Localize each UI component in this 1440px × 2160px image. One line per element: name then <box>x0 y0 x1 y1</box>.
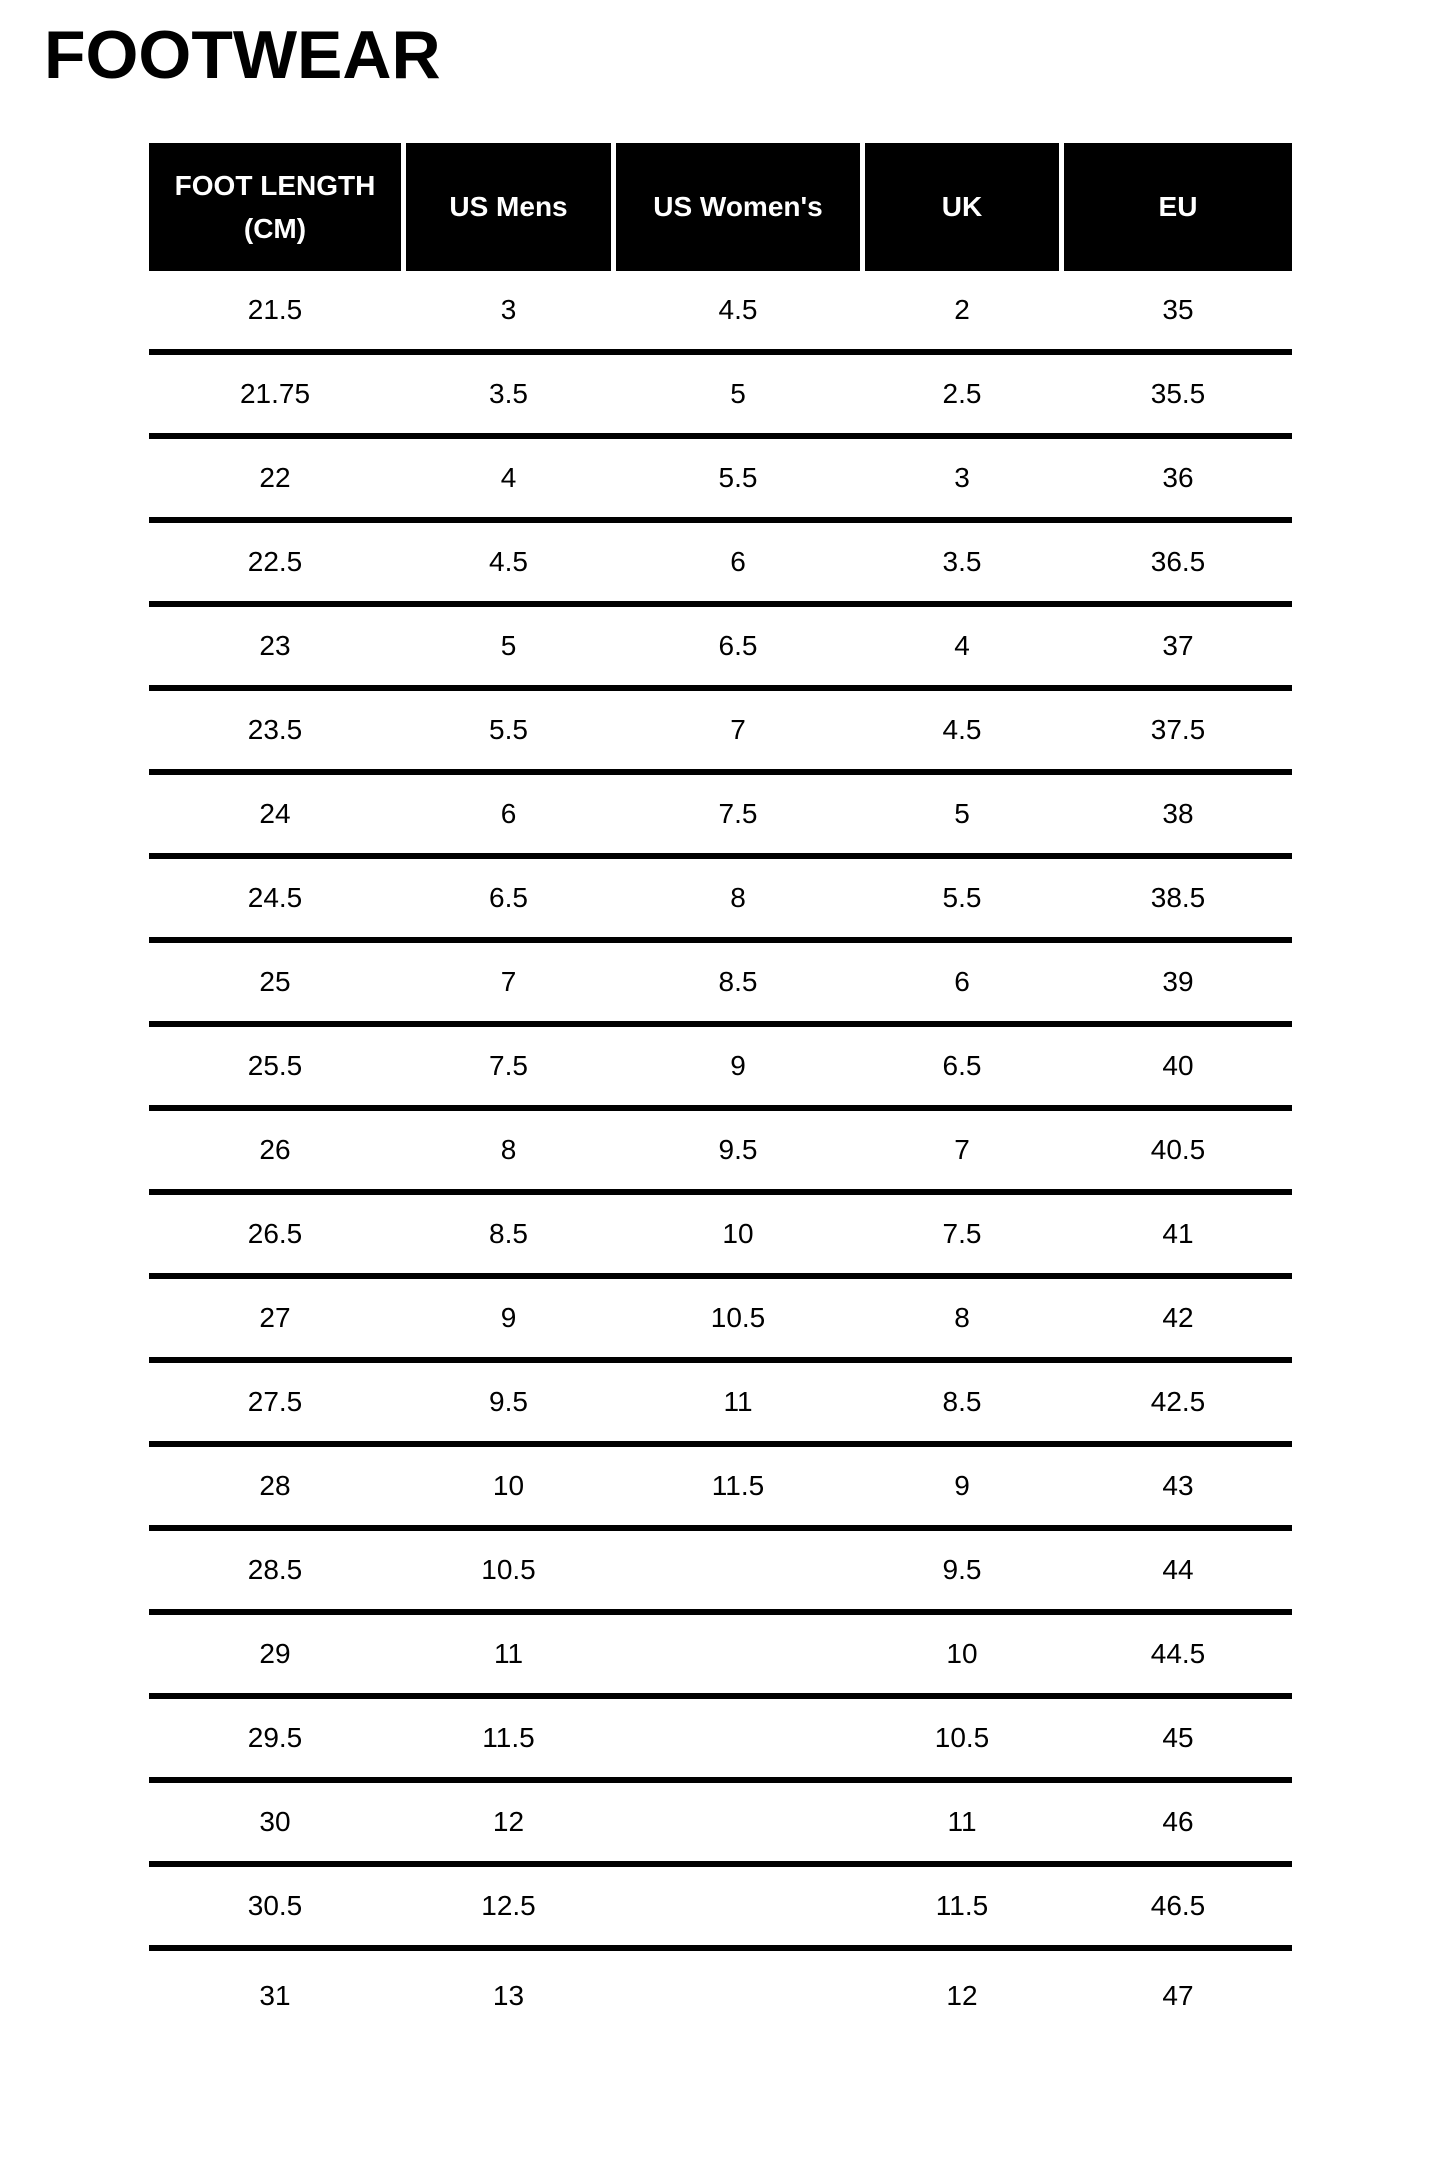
table-cell: 4 <box>500 462 517 493</box>
table-cell: 10.5 <box>481 1554 536 1585</box>
table-cell: 3.5 <box>942 546 982 577</box>
table-cell: 22 <box>259 462 291 493</box>
table-cell: 10 <box>722 1218 754 1249</box>
table-cell: 11.5 <box>711 1470 765 1501</box>
table-body <box>149 271 1292 2040</box>
table-cell: 5 <box>954 798 970 829</box>
table-row <box>149 1867 1292 1951</box>
table-cell: 8 <box>500 1134 517 1165</box>
table-cell: 37.5 <box>1150 714 1206 745</box>
table-cell: 42 <box>1162 1302 1194 1333</box>
table-cell: 12 <box>492 1806 525 1837</box>
table-cell: 21.5 <box>247 294 303 325</box>
table-row <box>149 1531 1292 1615</box>
table-cell: 8.5 <box>489 1218 528 1249</box>
table-cell <box>616 1951 860 2040</box>
table-cell: 42.5 <box>1150 1386 1206 1417</box>
table-cell: 4.5 <box>489 546 528 577</box>
table-cell: 24 <box>259 798 291 829</box>
table-row <box>149 1699 1292 1783</box>
table-cell: 29 <box>259 1638 291 1669</box>
table-row <box>149 1447 1292 1531</box>
table-cell: 4.5 <box>942 714 982 745</box>
table-cell: 28.5 <box>247 1554 303 1585</box>
table-cell: 5 <box>500 630 517 661</box>
table-cell: 2 <box>954 294 970 325</box>
table-cell: 7 <box>730 714 746 745</box>
table-cell: 11 <box>723 1386 753 1417</box>
table-cell: 5 <box>730 378 746 409</box>
table-cell <box>616 1531 860 1609</box>
table-row <box>149 1027 1292 1111</box>
table-row <box>149 859 1292 943</box>
table-cell <box>616 1615 860 1693</box>
table-cell <box>616 1783 860 1861</box>
table-row <box>149 1783 1292 1867</box>
table-cell: 10.5 <box>934 1722 990 1753</box>
table-cell: 21.75 <box>239 378 311 409</box>
table-cell: 6 <box>954 966 970 997</box>
table-row <box>149 1195 1292 1279</box>
table-cell: 8.5 <box>942 1386 982 1417</box>
table-cell: 5.5 <box>718 462 758 493</box>
table-cell: 26 <box>259 1134 291 1165</box>
table-cell: 24.5 <box>247 882 303 913</box>
table-cell: 44.5 <box>1150 1638 1206 1669</box>
table-cell: 9 <box>500 1302 517 1333</box>
table-cell: 40 <box>1162 1050 1194 1081</box>
table-cell: 43 <box>1162 1470 1194 1501</box>
table-cell: 7 <box>954 1134 970 1165</box>
header-cell-eu: EU <box>1064 143 1292 271</box>
table-cell: 6 <box>500 798 517 829</box>
table-cell: 8 <box>954 1302 970 1333</box>
table-cell: 3 <box>500 294 517 325</box>
table-cell: 38 <box>1162 798 1194 829</box>
table-cell: 10 <box>492 1470 525 1501</box>
table-cell: 3.5 <box>489 378 528 409</box>
table-cell: 28 <box>259 1470 291 1501</box>
table-cell: 40.5 <box>1150 1134 1206 1165</box>
table-row <box>149 271 1292 355</box>
table-cell: 25.5 <box>247 1050 303 1081</box>
table-cell: 23.5 <box>247 714 303 745</box>
table-header <box>149 143 1292 271</box>
table-cell: 29.5 <box>247 1722 303 1753</box>
table-row <box>149 943 1292 1027</box>
table-row <box>149 1615 1292 1699</box>
page-title: FOOTWEAR <box>44 17 441 93</box>
table-cell: 10 <box>946 1638 978 1669</box>
table-cell <box>616 1867 860 1945</box>
table-cell: 12.5 <box>481 1890 536 1921</box>
table-cell: 36 <box>1162 462 1194 493</box>
table-cell: 26.5 <box>247 1218 303 1249</box>
table-cell: 4 <box>954 630 970 661</box>
table-row <box>149 1363 1292 1447</box>
table-cell: 9.5 <box>489 1386 528 1417</box>
table-cell: 22.5 <box>247 546 303 577</box>
table-cell: 7.5 <box>489 1050 528 1081</box>
table-cell: 9.5 <box>718 1134 758 1165</box>
table-cell: 6.5 <box>489 882 528 913</box>
table-cell: 4.5 <box>718 294 758 325</box>
table-cell: 27.5 <box>247 1386 303 1417</box>
table-cell: 35.5 <box>1150 378 1206 409</box>
table-cell: 8 <box>730 882 746 913</box>
table-row <box>149 1279 1292 1363</box>
table-cell <box>616 1699 860 1777</box>
table-cell: 30.5 <box>247 1890 303 1921</box>
table-cell: 35 <box>1162 294 1194 325</box>
header-cell-foot-length: FOOT LENGTH (CM) <box>149 143 401 271</box>
table-cell: 6.5 <box>942 1050 982 1081</box>
table-row <box>149 775 1292 859</box>
table-cell: 45 <box>1162 1722 1194 1753</box>
table-cell: 47 <box>1162 1979 1194 2011</box>
table-cell: 7.5 <box>942 1218 982 1249</box>
table-cell: 30 <box>259 1806 291 1837</box>
table-cell: 41 <box>1162 1218 1194 1249</box>
table-cell: 9.5 <box>942 1554 982 1585</box>
table-row <box>149 1111 1292 1195</box>
table-cell: 44 <box>1162 1554 1194 1585</box>
table-cell: 7 <box>500 966 517 997</box>
size-table <box>149 143 1292 2040</box>
table-cell: 7.5 <box>718 798 758 829</box>
table-cell: 11 <box>947 1806 977 1837</box>
table-row <box>149 1951 1292 2040</box>
table-cell: 46 <box>1162 1806 1194 1837</box>
table-cell: 9 <box>730 1050 746 1081</box>
header-cell-us-mens: US Mens <box>406 143 611 271</box>
table-cell: 11.5 <box>482 1722 535 1753</box>
table-cell: 5.5 <box>942 882 982 913</box>
table-cell: 38.5 <box>1150 882 1206 913</box>
table-cell: 46.5 <box>1150 1890 1206 1921</box>
table-cell: 5.5 <box>489 714 528 745</box>
table-cell: 6 <box>730 546 746 577</box>
table-cell: 10.5 <box>710 1302 766 1333</box>
table-cell: 12 <box>946 1979 978 2011</box>
table-row <box>149 691 1292 775</box>
table-cell: 31 <box>259 1979 291 2011</box>
table-cell: 25 <box>259 966 291 997</box>
table-cell: 23 <box>259 630 291 661</box>
table-cell: 36.5 <box>1150 546 1206 577</box>
table-cell: 2.5 <box>942 378 982 409</box>
table-row <box>149 523 1292 607</box>
table-cell: 39 <box>1162 966 1194 997</box>
table-cell: 11.5 <box>935 1890 989 1921</box>
table-cell: 27 <box>259 1302 291 1333</box>
table-cell: 3 <box>954 462 970 493</box>
table-cell: 6.5 <box>718 630 758 661</box>
table-row <box>149 355 1292 439</box>
header-cell-us-womens: US Women's <box>616 143 860 271</box>
table-cell: 8.5 <box>718 966 758 997</box>
table-row <box>149 607 1292 691</box>
table-row <box>149 439 1292 523</box>
table-cell: 13 <box>492 1979 525 2011</box>
header-cell-uk: UK <box>865 143 1059 271</box>
table-cell: 9 <box>954 1470 970 1501</box>
table-cell: 11 <box>493 1638 524 1669</box>
table-cell: 37 <box>1162 630 1194 661</box>
